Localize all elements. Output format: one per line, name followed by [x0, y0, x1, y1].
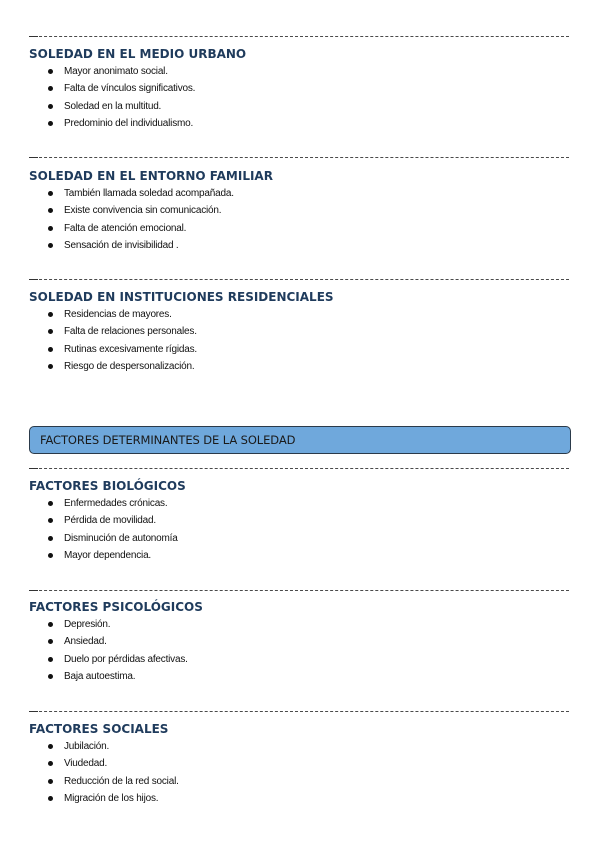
section-social — [29, 722, 569, 807]
bullet-list — [29, 185, 569, 254]
list-item: Riesgo de despersonalización. — [29, 358, 569, 375]
section-heading: SOLEDAD EN EL MEDIO URBANO — [29, 47, 247, 61]
section-divider — [29, 279, 569, 280]
list-item: Falta de atención emocional. — [29, 220, 569, 237]
section-heading: FACTORES SOCIALES — [29, 722, 169, 736]
section-divider — [29, 711, 569, 712]
list-item: Rutinas excesivamente rígidas. — [29, 341, 569, 358]
list-item: Enfermedades crónicas. — [29, 495, 569, 512]
section-heading: FACTORES PSICOLÓGICOS — [29, 600, 203, 614]
list-item: Pérdida de movilidad. — [29, 512, 569, 529]
section-divider — [29, 36, 569, 37]
list-item: Sensación de invisibilidad . — [29, 237, 569, 254]
section-heading: SOLEDAD EN INSTITUCIONES RESIDENCIALES — [29, 290, 334, 304]
section-family — [29, 169, 569, 254]
section-divider — [29, 590, 569, 591]
list-item: Mayor anonimato social. — [29, 63, 569, 80]
section-heading: SOLEDAD EN EL ENTORNO FAMILIAR — [29, 169, 273, 183]
list-item: Soledad en la multitud. — [29, 98, 569, 115]
list-item: También llamada soledad acompañada. — [29, 185, 569, 202]
bullet-list — [29, 616, 569, 685]
list-item: Existe convivencia sin comunicación. — [29, 202, 569, 219]
list-item: Viudedad. — [29, 755, 569, 772]
list-item: Depresión. — [29, 616, 569, 633]
section-divider — [29, 157, 569, 158]
section-urban — [29, 47, 569, 132]
section-residential — [29, 290, 569, 375]
list-item: Reducción de la red social. — [29, 773, 569, 790]
list-item: Jubilación. — [29, 738, 569, 755]
bullet-list — [29, 495, 569, 564]
list-item: Mayor dependencia. — [29, 547, 569, 564]
bullet-list — [29, 63, 569, 132]
section-biological — [29, 479, 569, 564]
list-item: Migración de los hijos. — [29, 790, 569, 807]
bullet-list — [29, 738, 569, 807]
bullet-list — [29, 306, 569, 375]
list-item: Disminución de autonomía — [29, 530, 569, 547]
section-psychological — [29, 600, 569, 685]
section-divider — [29, 468, 569, 469]
list-item: Predominio del individualismo. — [29, 115, 569, 132]
list-item: Baja autoestima. — [29, 668, 569, 685]
section-heading: FACTORES BIOLÓGICOS — [29, 479, 186, 493]
list-item: Falta de vínculos significativos. — [29, 80, 569, 97]
factors-banner: FACTORES DETERMINANTES DE LA SOLEDAD — [29, 426, 571, 454]
list-item: Residencias de mayores. — [29, 306, 569, 323]
list-item: Duelo por pérdidas afectivas. — [29, 651, 569, 668]
list-item: Falta de relaciones personales. — [29, 323, 569, 340]
list-item: Ansiedad. — [29, 633, 569, 650]
